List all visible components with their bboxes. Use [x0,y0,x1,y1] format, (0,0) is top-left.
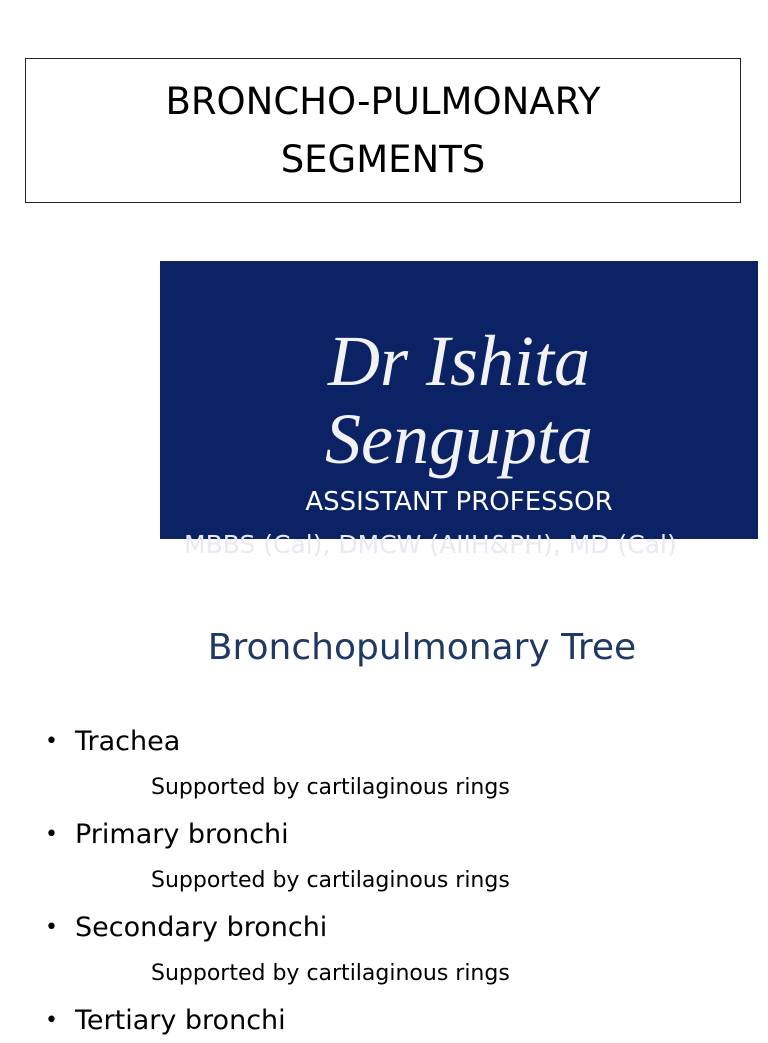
bullet-item [45,718,745,764]
bullet-list [45,718,745,1043]
bullet-item [45,997,745,1043]
bullet-item [45,811,745,857]
bullet-note: Supported by cartilaginous rings [151,961,510,986]
slide-title-line-2: SEGMENTS [280,137,486,181]
author-role: ASSISTANT PROFESSOR [305,487,613,517]
slide-title-line-1: BRONCHO-PULMONARY [165,79,601,123]
bullet-dot-icon: • [45,728,58,754]
bullet-label: Trachea [75,725,181,757]
bullet-dot-icon: • [45,821,58,847]
author-name-last: Sengupta [325,399,593,479]
author-credentials: MBBS (Cal), DMCW (AIIH&PH), MD (Cal) [184,530,677,559]
bullet-item [45,904,745,950]
bullet-dot-icon: • [45,1007,58,1033]
bullet-note: Supported by cartilaginous rings [151,868,510,893]
author-name-first: Dr Ishita [327,321,591,401]
bullet-dot-icon: • [45,914,58,940]
bullet-label: Tertiary bronchi [75,1004,286,1036]
bullet-label: Primary bronchi [75,818,289,850]
author-banner [160,261,758,539]
bullet-note: Supported by cartilaginous rings [151,775,510,800]
bullet-label: Secondary bronchi [75,911,328,943]
section-heading: Bronchopulmonary Tree [207,627,637,668]
slide-title-box [25,58,741,203]
